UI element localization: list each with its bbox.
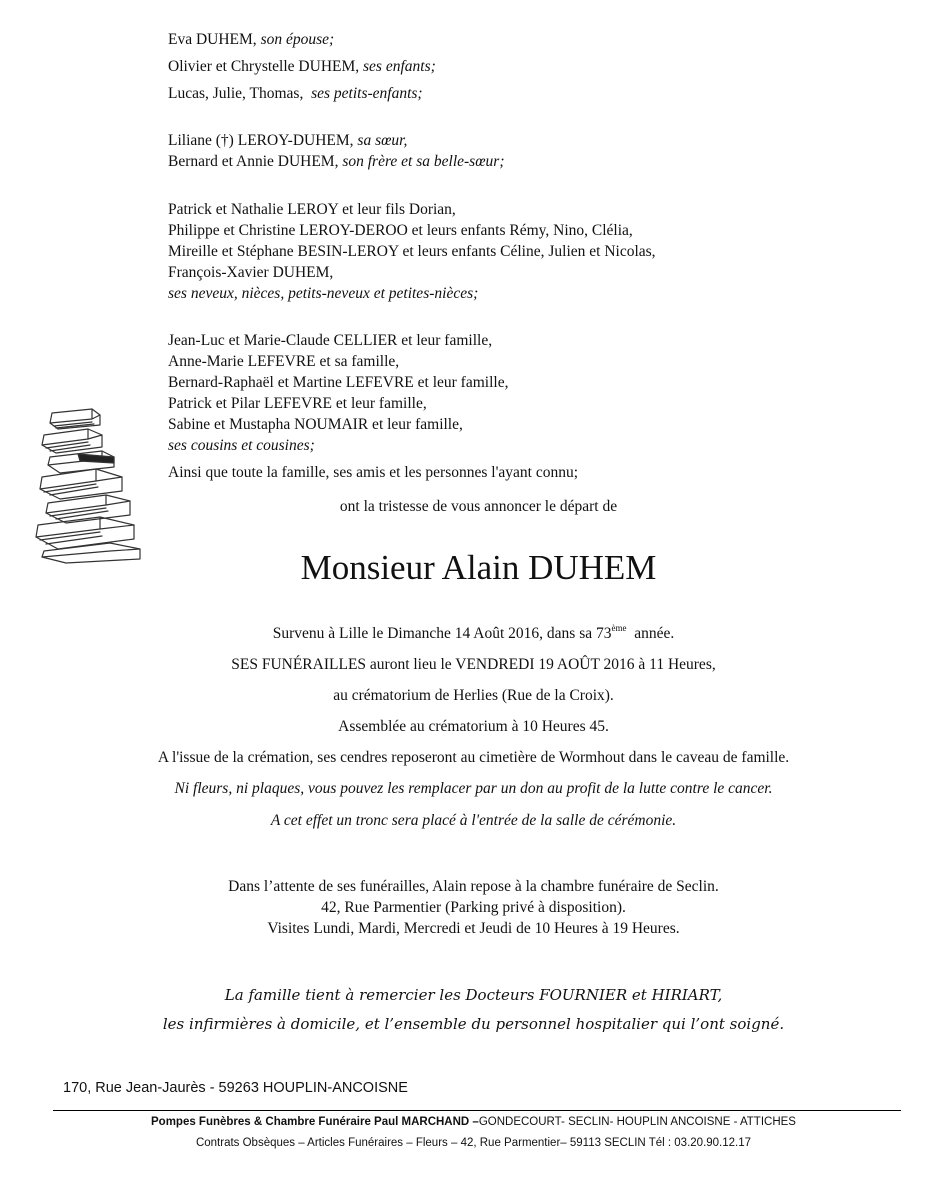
deceased-name: Monsieur Alain DUHEM — [300, 548, 657, 587]
sister-name: Liliane (†) LEROY-DUHEM, — [168, 132, 358, 149]
children-name: Olivier et Chrystelle DUHEM, — [168, 58, 364, 75]
thanks-line-1: La famille tient à remercier les Docteurs FOURNIER et HIRIART, — [224, 986, 723, 1004]
sister-role: sa sœur, — [357, 132, 408, 149]
flowers-note: Ni fleurs, ni plaques, vous pouvez les remplacer par un don au profit de la lutte contre le cancer. — [174, 780, 773, 797]
nephews-role: ses neveux, nièces, petits-neveux et petites-nièces; — [168, 285, 479, 302]
sister-line — [168, 131, 407, 151]
footer-company — [0, 1116, 947, 1128]
rest-address: 42, Rue Parmentier (Parking privé à disposition). — [321, 899, 626, 916]
nephew-line: François-Xavier DUHEM, — [168, 264, 334, 281]
death-text: Survenu à Lille le Dimanche 14 Août 2016, dans sa 73 — [272, 625, 612, 642]
cousins-role: ses cousins et cousines; — [168, 437, 315, 454]
death-details — [0, 624, 947, 644]
footer-divider — [53, 1110, 901, 1111]
company-locations: GONDECOURT- SECLIN- HOUPLIN ANCOISNE - ATTICHES — [478, 1116, 796, 1128]
cousin-line: Anne-Marie LEFEVRE et sa famille, — [168, 353, 400, 370]
grandchildren-line — [168, 84, 423, 104]
cousin-line: Patrick et Pilar LEFEVRE et leur famille, — [168, 395, 427, 412]
family-address: 170, Rue Jean-Jaurès - 59263 HOUPLIN-ANCOISNE — [63, 1080, 408, 1096]
rest-location: Dans l’attente de ses funérailles, Alain repose à la chambre funéraire de Seclin. — [228, 878, 719, 895]
funeral-date: SES FUNÉRAILLES auront lieu le VENDREDI 19 AOÛT 2016 à 11 Heures, — [231, 656, 716, 673]
children-line — [168, 57, 436, 77]
spouse-line — [168, 30, 334, 50]
brother-role: son frère et sa belle-sœur; — [342, 153, 505, 170]
brother-name: Bernard et Annie DUHEM, — [168, 153, 343, 170]
spouse-name: Eva DUHEM, — [168, 31, 261, 48]
cousin-line: Sabine et Mustapha NOUMAIR et leur famille, — [168, 416, 463, 433]
children-role: ses enfants; — [363, 58, 436, 75]
spouse-role: son épouse; — [260, 31, 335, 48]
funeral-place: au crématorium de Herlies (Rue de la Croix). — [333, 687, 614, 704]
announcement: ont la tristesse de vous annoncer le départ de — [339, 498, 618, 515]
company-name: Pompes Funèbres & Chambre Funéraire Paul MARCHAND – — [151, 1116, 479, 1128]
closing-line: Ainsi que toute la famille, ses amis et les personnes l'ayant connu; — [168, 464, 579, 481]
brother-line — [168, 152, 505, 172]
nephew-line: Patrick et Nathalie LEROY et leur fils Dorian, — [168, 201, 456, 218]
books-stack-icon — [30, 405, 145, 565]
death-text-end: année. — [626, 625, 675, 642]
footer-contact: Contrats Obsèques – Articles Funéraires – Fleurs – 42, Rue Parmentier– 59113 SECLIN Tél : 03.20.90.12.17 — [195, 1137, 752, 1149]
nephew-line: Mireille et Stéphane BESIN-LEROY et leurs enfants Céline, Julien et Nicolas, — [168, 243, 656, 260]
gathering-time: Assemblée au crématorium à 10 Heures 45. — [338, 718, 609, 735]
cousin-line: Bernard-Raphaël et Martine LEFEVRE et leur famille, — [168, 374, 509, 391]
visiting-hours: Visites Lundi, Mardi, Mercredi et Jeudi de 10 Heures à 19 Heures. — [267, 920, 680, 937]
thanks-line-2: les infirmières à domicile, et l’ensemble du personnel hospitalier qui l’ont soigné. — [162, 1015, 785, 1033]
nephew-line: Philippe et Christine LEROY-DEROO et leurs enfants Rémy, Nino, Clélia, — [168, 222, 633, 239]
donation-box-note: A cet effet un tronc sera placé à l'entrée de la salle de cérémonie. — [270, 812, 677, 829]
ashes-info: A l'issue de la crémation, ses cendres reposeront au cimetière de Wormhout dans le caveau de famille. — [157, 749, 790, 766]
grandchildren-name: Lucas, Julie, Thomas, — [168, 85, 312, 102]
grandchildren-role: ses petits-enfants; — [311, 85, 423, 102]
death-ordinal: ème — [611, 623, 627, 633]
cousin-line: Jean-Luc et Marie-Claude CELLIER et leur famille, — [168, 332, 493, 349]
